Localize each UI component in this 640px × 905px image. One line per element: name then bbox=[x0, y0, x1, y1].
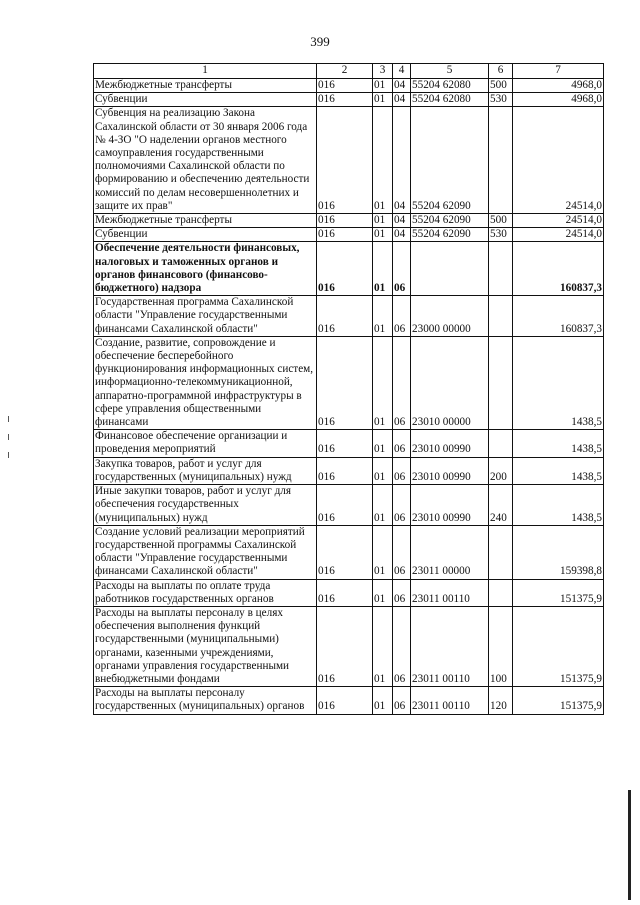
subsection-code: 04 bbox=[393, 228, 411, 242]
table-row bbox=[94, 93, 604, 107]
subsection-code: 06 bbox=[393, 606, 411, 686]
subsection-code: 06 bbox=[393, 457, 411, 484]
section-code: 01 bbox=[373, 214, 393, 228]
table-row bbox=[94, 485, 604, 526]
row-name: Создание условий реализации мероприятий государственной программы Сахалинской области "Управление государственными финансами Сахалинской области" bbox=[94, 525, 317, 579]
amount: 1438,5 bbox=[513, 485, 604, 526]
column-header: 6 bbox=[489, 64, 513, 79]
amount: 160837,3 bbox=[513, 242, 604, 296]
margin-mark bbox=[8, 416, 9, 422]
ministry-code: 016 bbox=[317, 687, 373, 714]
section-code: 01 bbox=[373, 107, 393, 214]
expense-type-code: 530 bbox=[489, 228, 513, 242]
table-row bbox=[94, 430, 604, 457]
expense-type-code bbox=[489, 107, 513, 214]
expense-type-code bbox=[489, 579, 513, 606]
article-code: 55204 62080 bbox=[411, 79, 489, 93]
column-header: 5 bbox=[411, 64, 489, 79]
header-row bbox=[94, 64, 604, 79]
amount: 1438,5 bbox=[513, 430, 604, 457]
section-code: 01 bbox=[373, 606, 393, 686]
ministry-code: 016 bbox=[317, 336, 373, 429]
expense-type-code bbox=[489, 336, 513, 429]
row-name: Расходы на выплаты персоналу в целях обеспечения выполнения функций государственными (муниципальными) органами, казенными учреждениями, органами управления государственными внебюджетными фондами bbox=[94, 606, 317, 686]
subsection-code: 04 bbox=[393, 214, 411, 228]
article-code: 23010 00990 bbox=[411, 457, 489, 484]
section-code: 01 bbox=[373, 525, 393, 579]
row-name: Субвенции bbox=[94, 93, 317, 107]
section-code: 01 bbox=[373, 336, 393, 429]
expense-type-code bbox=[489, 525, 513, 579]
expense-type-code bbox=[489, 296, 513, 337]
table-row bbox=[94, 242, 604, 296]
ministry-code: 016 bbox=[317, 242, 373, 296]
article-code: 23011 00110 bbox=[411, 606, 489, 686]
row-name: Закупка товаров, работ и услуг для государственных (муниципальных) нужд bbox=[94, 457, 317, 484]
row-name: Межбюджетные трансферты bbox=[94, 214, 317, 228]
column-header: 3 bbox=[373, 64, 393, 79]
ministry-code: 016 bbox=[317, 93, 373, 107]
page-number: 399 bbox=[310, 34, 330, 49]
amount: 1438,5 bbox=[513, 457, 604, 484]
ministry-code: 016 bbox=[317, 606, 373, 686]
subsection-code: 06 bbox=[393, 336, 411, 429]
article-code: 23000 00000 bbox=[411, 296, 489, 337]
row-name: Расходы на выплаты персоналу государственных (муниципальных) органов bbox=[94, 687, 317, 714]
article-code: 23010 00000 bbox=[411, 336, 489, 429]
ministry-code: 016 bbox=[317, 579, 373, 606]
amount: 160837,3 bbox=[513, 296, 604, 337]
subsection-code: 06 bbox=[393, 430, 411, 457]
table-row bbox=[94, 687, 604, 714]
subsection-code: 06 bbox=[393, 242, 411, 296]
expense-type-code bbox=[489, 430, 513, 457]
article-code: 55204 62090 bbox=[411, 107, 489, 214]
amount: 4968,0 bbox=[513, 93, 604, 107]
table-row bbox=[94, 457, 604, 484]
amount: 1438,5 bbox=[513, 336, 604, 429]
table-row bbox=[94, 228, 604, 242]
expense-type-code bbox=[489, 242, 513, 296]
article-code: 23010 00990 bbox=[411, 485, 489, 526]
subsection-code: 06 bbox=[393, 485, 411, 526]
scan-edge-line bbox=[628, 790, 631, 900]
row-name: Иные закупки товаров, работ и услуг для обеспечения государственных (муниципальных) нужд bbox=[94, 485, 317, 526]
amount: 24514,0 bbox=[513, 228, 604, 242]
subsection-code: 04 bbox=[393, 93, 411, 107]
article-code: 23010 00990 bbox=[411, 430, 489, 457]
subsection-code: 06 bbox=[393, 296, 411, 337]
article-code: 55204 62090 bbox=[411, 228, 489, 242]
amount: 24514,0 bbox=[513, 214, 604, 228]
section-code: 01 bbox=[373, 93, 393, 107]
section-code: 01 bbox=[373, 430, 393, 457]
expense-type-code: 240 bbox=[489, 485, 513, 526]
section-code: 01 bbox=[373, 79, 393, 93]
amount: 151375,9 bbox=[513, 579, 604, 606]
table-row bbox=[94, 107, 604, 214]
expense-type-code: 500 bbox=[489, 214, 513, 228]
subsection-code: 06 bbox=[393, 579, 411, 606]
ministry-code: 016 bbox=[317, 228, 373, 242]
ministry-code: 016 bbox=[317, 485, 373, 526]
article-code: 23011 00110 bbox=[411, 687, 489, 714]
subsection-code: 04 bbox=[393, 79, 411, 93]
section-code: 01 bbox=[373, 687, 393, 714]
ministry-code: 016 bbox=[317, 214, 373, 228]
subsection-code: 06 bbox=[393, 525, 411, 579]
row-name: Обеспечение деятельности финансовых, налоговых и таможенных органов и органов финансового (финансово-бюджетного) надзора bbox=[94, 242, 317, 296]
row-name: Создание, развитие, сопровождение и обеспечение бесперебойного функционирования информационных систем, информационно-телекоммуникационной, аппаратно-программной инфраструктуры в сфере управления общественными финансами bbox=[94, 336, 317, 429]
row-name: Субвенция на реализацию Закона Сахалинской области от 30 января 2006 года № 4-ЗО "О наделении органов местного самоуправления государственными полномочиями Сахалинской области по формированию и обеспечению деятельности комиссий по делам несовершеннолетних и защите их прав" bbox=[94, 107, 317, 214]
amount: 4968,0 bbox=[513, 79, 604, 93]
column-header: 4 bbox=[393, 64, 411, 79]
article-code: 23011 00110 bbox=[411, 579, 489, 606]
row-name: Расходы на выплаты по оплате труда работников государственных органов bbox=[94, 579, 317, 606]
amount: 151375,9 bbox=[513, 606, 604, 686]
table-row bbox=[94, 336, 604, 429]
table-row bbox=[94, 296, 604, 337]
ministry-code: 016 bbox=[317, 107, 373, 214]
section-code: 01 bbox=[373, 485, 393, 526]
ministry-code: 016 bbox=[317, 430, 373, 457]
column-header: 1 bbox=[94, 64, 317, 79]
subsection-code: 06 bbox=[393, 687, 411, 714]
ministry-code: 016 bbox=[317, 296, 373, 337]
table-row bbox=[94, 579, 604, 606]
expense-type-code: 530 bbox=[489, 93, 513, 107]
section-code: 01 bbox=[373, 228, 393, 242]
amount: 151375,9 bbox=[513, 687, 604, 714]
column-header: 7 bbox=[513, 64, 604, 79]
article-code: 55204 62090 bbox=[411, 214, 489, 228]
margin-marks bbox=[6, 412, 14, 470]
margin-mark bbox=[8, 452, 9, 458]
row-name: Государственная программа Сахалинской области "Управление государственными финансами Сахалинской области" bbox=[94, 296, 317, 337]
ministry-code: 016 bbox=[317, 457, 373, 484]
table-row bbox=[94, 79, 604, 93]
table-row bbox=[94, 606, 604, 686]
expense-type-code: 120 bbox=[489, 687, 513, 714]
margin-mark bbox=[8, 434, 9, 440]
budget-table bbox=[93, 63, 604, 715]
article-code: 55204 62080 bbox=[411, 93, 489, 107]
article-code: 23011 00000 bbox=[411, 525, 489, 579]
subsection-code: 04 bbox=[393, 107, 411, 214]
row-name: Межбюджетные трансферты bbox=[94, 79, 317, 93]
section-code: 01 bbox=[373, 296, 393, 337]
ministry-code: 016 bbox=[317, 525, 373, 579]
expense-type-code: 500 bbox=[489, 79, 513, 93]
row-name: Финансовое обеспечение организации и проведения мероприятий bbox=[94, 430, 317, 457]
column-header: 2 bbox=[317, 64, 373, 79]
expense-type-code: 100 bbox=[489, 606, 513, 686]
expense-type-code: 200 bbox=[489, 457, 513, 484]
ministry-code: 016 bbox=[317, 79, 373, 93]
table-row bbox=[94, 214, 604, 228]
amount: 159398,8 bbox=[513, 525, 604, 579]
table-row bbox=[94, 525, 604, 579]
section-code: 01 bbox=[373, 242, 393, 296]
row-name: Субвенции bbox=[94, 228, 317, 242]
section-code: 01 bbox=[373, 579, 393, 606]
amount: 24514,0 bbox=[513, 107, 604, 214]
section-code: 01 bbox=[373, 457, 393, 484]
article-code bbox=[411, 242, 489, 296]
